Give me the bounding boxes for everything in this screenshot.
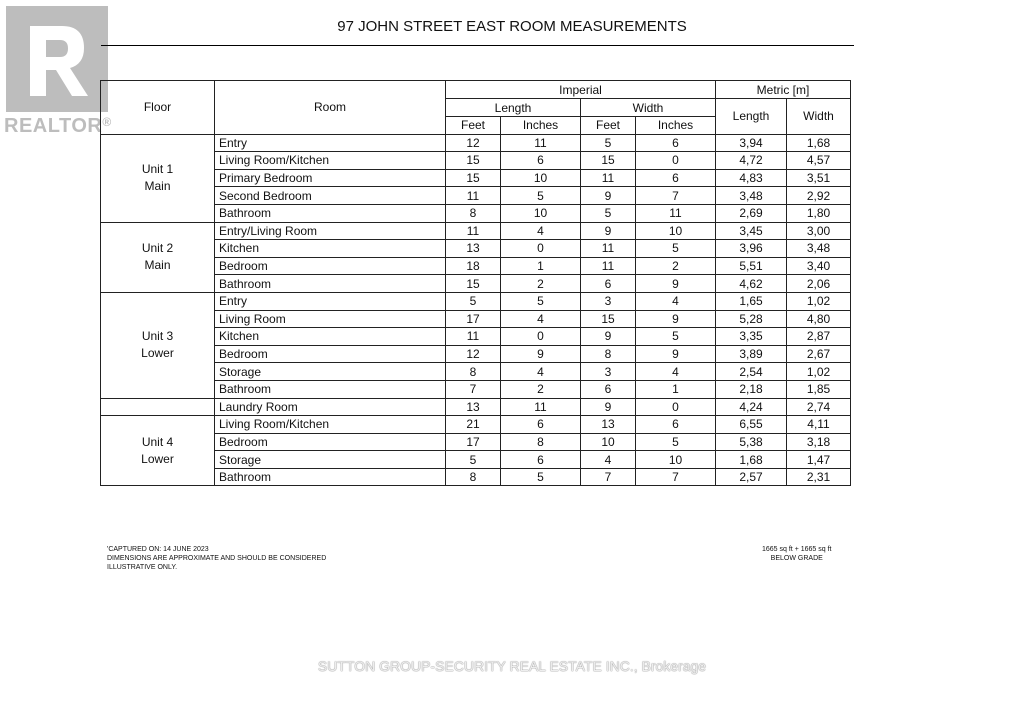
room-name-cell: Entry/Living Room	[215, 222, 446, 240]
room-name-cell: Kitchen	[215, 328, 446, 346]
metric-width-cell: 1,02	[787, 363, 851, 381]
metric-width-cell: 2,31	[787, 468, 851, 486]
capture-note-line: ILLUSTRATIVE ONLY.	[107, 564, 178, 571]
width-feet-cell: 11	[581, 240, 636, 258]
floor-cell	[101, 134, 215, 222]
width-inches-cell: 4	[636, 292, 716, 310]
realtor-r-mark-icon	[0, 0, 110, 112]
metric-length-cell: 2,69	[716, 204, 787, 222]
metric-width-cell: 1,47	[787, 451, 851, 469]
room-name-cell: Living Room/Kitchen	[215, 152, 446, 170]
width-inches-cell: 6	[636, 134, 716, 152]
table-row	[101, 398, 851, 416]
width-inches-cell: 9	[636, 345, 716, 363]
metric-length-cell: 4,72	[716, 152, 787, 170]
metric-length-cell: 3,89	[716, 345, 787, 363]
width-feet-cell: 15	[581, 152, 636, 170]
metric-width-cell: 3,48	[787, 240, 851, 258]
length-feet-cell: 8	[446, 468, 501, 486]
metric-length-cell: 3,48	[716, 187, 787, 205]
width-inches-cell: 0	[636, 398, 716, 416]
metric-width-cell: 2,87	[787, 328, 851, 346]
metric-width-cell: 4,80	[787, 310, 851, 328]
header-width-feet: Feet	[581, 117, 636, 135]
capture-note-line: 'CAPTURED ON: 14 JUNE 2023	[107, 546, 209, 553]
width-feet-cell: 6	[581, 380, 636, 398]
title-rule	[101, 45, 854, 46]
metric-length-cell: 1,65	[716, 292, 787, 310]
metric-width-cell: 2,74	[787, 398, 851, 416]
length-feet-cell: 11	[446, 222, 501, 240]
table-row	[101, 416, 851, 434]
capture-note-line: DIMENSIONS ARE APPROXIMATE AND SHOULD BE CONSIDERED	[107, 555, 327, 562]
width-feet-cell: 11	[581, 257, 636, 275]
length-feet-cell: 13	[446, 240, 501, 258]
length-feet-cell: 21	[446, 416, 501, 434]
width-inches-cell: 7	[636, 468, 716, 486]
room-name-cell: Living Room/Kitchen	[215, 416, 446, 434]
length-inches-cell: 6	[501, 451, 581, 469]
length-inches-cell: 11	[501, 398, 581, 416]
length-feet-cell: 11	[446, 328, 501, 346]
width-feet-cell: 9	[581, 398, 636, 416]
metric-width-cell: 1,02	[787, 292, 851, 310]
width-feet-cell: 8	[581, 345, 636, 363]
registered-mark: ®	[102, 115, 112, 129]
width-inches-cell: 4	[636, 363, 716, 381]
width-feet-cell: 5	[581, 134, 636, 152]
header-room: Room	[215, 81, 446, 135]
length-inches-cell: 2	[501, 380, 581, 398]
header-metric-width: Width	[787, 99, 851, 135]
length-feet-cell: 18	[446, 257, 501, 275]
floor-label: Unit 3	[141, 329, 174, 344]
metric-width-cell: 1,85	[787, 380, 851, 398]
length-feet-cell: 17	[446, 310, 501, 328]
width-inches-cell: 9	[636, 275, 716, 293]
width-inches-cell: 5	[636, 328, 716, 346]
room-name-cell: Storage	[215, 451, 446, 469]
length-feet-cell: 7	[446, 380, 501, 398]
length-inches-cell: 0	[501, 240, 581, 258]
floor-label: Unit 1	[141, 162, 174, 177]
metric-length-cell: 5,38	[716, 433, 787, 451]
room-name-cell: Second Bedroom	[215, 187, 446, 205]
room-name-cell: Storage	[215, 363, 446, 381]
length-inches-cell: 8	[501, 433, 581, 451]
table-row	[101, 134, 851, 152]
length-feet-cell: 12	[446, 134, 501, 152]
room-name-cell: Living Room	[215, 310, 446, 328]
width-feet-cell: 4	[581, 451, 636, 469]
width-feet-cell: 5	[581, 204, 636, 222]
header-metric-length: Length	[716, 99, 787, 135]
room-name-cell: Bedroom	[215, 433, 446, 451]
width-feet-cell: 3	[581, 363, 636, 381]
measurements-table	[100, 80, 851, 486]
room-name-cell: Entry	[215, 134, 446, 152]
length-feet-cell: 8	[446, 363, 501, 381]
length-inches-cell: 9	[501, 345, 581, 363]
width-inches-cell: 0	[636, 152, 716, 170]
realtor-wordmark	[4, 115, 112, 138]
length-feet-cell: 8	[446, 204, 501, 222]
length-feet-cell: 5	[446, 292, 501, 310]
room-name-cell: Primary Bedroom	[215, 169, 446, 187]
length-feet-cell: 5	[446, 451, 501, 469]
floor-label: Main	[144, 258, 171, 273]
width-feet-cell: 10	[581, 433, 636, 451]
metric-length-cell: 2,57	[716, 468, 787, 486]
metric-length-cell: 3,96	[716, 240, 787, 258]
width-feet-cell: 13	[581, 416, 636, 434]
length-feet-cell: 15	[446, 152, 501, 170]
area-note-line: 1665 sq ft + 1665 sq ft	[762, 546, 832, 553]
width-inches-cell: 11	[636, 204, 716, 222]
width-feet-cell: 3	[581, 292, 636, 310]
header-width-inches: Inches	[636, 117, 716, 135]
floor-cell	[101, 416, 215, 486]
header-metric: Metric [m]	[716, 81, 851, 99]
header-imperial-length: Length	[446, 99, 581, 117]
width-feet-cell: 6	[581, 275, 636, 293]
length-inches-cell: 5	[501, 187, 581, 205]
width-feet-cell: 7	[581, 468, 636, 486]
metric-width-cell: 2,67	[787, 345, 851, 363]
length-inches-cell: 10	[501, 169, 581, 187]
width-inches-cell: 6	[636, 416, 716, 434]
floor-label: Lower	[141, 346, 174, 361]
metric-length-cell: 3,94	[716, 134, 787, 152]
room-name-cell: Bathroom	[215, 380, 446, 398]
floor-label: Unit 2	[141, 241, 174, 256]
room-name-cell: Bedroom	[215, 345, 446, 363]
width-inches-cell: 5	[636, 240, 716, 258]
width-inches-cell: 6	[636, 169, 716, 187]
room-name-cell: Bedroom	[215, 257, 446, 275]
metric-length-cell: 4,83	[716, 169, 787, 187]
length-feet-cell: 17	[446, 433, 501, 451]
metric-width-cell: 3,18	[787, 433, 851, 451]
metric-width-cell: 3,40	[787, 257, 851, 275]
length-inches-cell: 5	[501, 292, 581, 310]
metric-length-cell: 2,18	[716, 380, 787, 398]
length-inches-cell: 5	[501, 468, 581, 486]
length-feet-cell: 11	[446, 187, 501, 205]
brokerage-watermark: SUTTON GROUP-SECURITY REAL ESTATE INC., Brokerage	[317, 658, 707, 674]
length-feet-cell: 15	[446, 275, 501, 293]
width-inches-cell: 10	[636, 451, 716, 469]
metric-length-cell: 6,55	[716, 416, 787, 434]
width-feet-cell: 9	[581, 328, 636, 346]
capture-note	[107, 545, 326, 572]
metric-length-cell: 5,51	[716, 257, 787, 275]
length-inches-cell: 4	[501, 363, 581, 381]
room-name-cell: Kitchen	[215, 240, 446, 258]
header-length-inches: Inches	[501, 117, 581, 135]
header-length-feet: Feet	[446, 117, 501, 135]
realtor-wordmark-text: REALTOR	[4, 115, 103, 137]
metric-width-cell: 2,06	[787, 275, 851, 293]
length-inches-cell: 2	[501, 275, 581, 293]
metric-width-cell: 3,51	[787, 169, 851, 187]
width-feet-cell: 11	[581, 169, 636, 187]
metric-length-cell: 4,24	[716, 398, 787, 416]
header-imperial-width: Width	[581, 99, 716, 117]
metric-width-cell: 1,68	[787, 134, 851, 152]
width-inches-cell: 5	[636, 433, 716, 451]
width-feet-cell: 15	[581, 310, 636, 328]
length-inches-cell: 1	[501, 257, 581, 275]
length-inches-cell: 4	[501, 310, 581, 328]
metric-length-cell: 4,62	[716, 275, 787, 293]
width-feet-cell: 9	[581, 187, 636, 205]
metric-length-cell: 3,45	[716, 222, 787, 240]
metric-length-cell: 3,35	[716, 328, 787, 346]
width-inches-cell: 2	[636, 257, 716, 275]
table-row	[101, 222, 851, 240]
measurements-body	[101, 134, 851, 486]
header-imperial: Imperial	[446, 81, 716, 99]
length-inches-cell: 4	[501, 222, 581, 240]
floor-label: Main	[144, 179, 171, 194]
room-name-cell: Bathroom	[215, 468, 446, 486]
area-note-line: BELOW GRADE	[770, 555, 823, 562]
length-inches-cell: 6	[501, 416, 581, 434]
length-feet-cell: 12	[446, 345, 501, 363]
floor-label: Unit 4	[141, 434, 174, 449]
room-name-cell: Bathroom	[215, 275, 446, 293]
width-inches-cell: 1	[636, 380, 716, 398]
length-inches-cell: 6	[501, 152, 581, 170]
floor-label: Lower	[141, 451, 174, 466]
length-feet-cell: 13	[446, 398, 501, 416]
metric-length-cell: 5,28	[716, 310, 787, 328]
floor-cell	[101, 398, 215, 416]
floor-cell	[101, 222, 215, 292]
width-inches-cell: 7	[636, 187, 716, 205]
metric-width-cell: 4,57	[787, 152, 851, 170]
header-floor: Floor	[101, 81, 215, 135]
width-inches-cell: 10	[636, 222, 716, 240]
length-inches-cell: 0	[501, 328, 581, 346]
length-inches-cell: 10	[501, 204, 581, 222]
room-name-cell: Laundry Room	[215, 398, 446, 416]
area-note	[762, 545, 831, 563]
table-row	[101, 292, 851, 310]
width-feet-cell: 9	[581, 222, 636, 240]
length-feet-cell: 15	[446, 169, 501, 187]
metric-width-cell: 1,80	[787, 204, 851, 222]
floor-cell	[101, 292, 215, 398]
length-inches-cell: 11	[501, 134, 581, 152]
metric-width-cell: 4,11	[787, 416, 851, 434]
room-name-cell: Bathroom	[215, 204, 446, 222]
metric-width-cell: 3,00	[787, 222, 851, 240]
room-name-cell: Entry	[215, 292, 446, 310]
page-title: 97 JOHN STREET EAST ROOM MEASUREMENTS	[337, 18, 687, 35]
metric-length-cell: 1,68	[716, 451, 787, 469]
metric-width-cell: 2,92	[787, 187, 851, 205]
metric-length-cell: 2,54	[716, 363, 787, 381]
width-inches-cell: 9	[636, 310, 716, 328]
